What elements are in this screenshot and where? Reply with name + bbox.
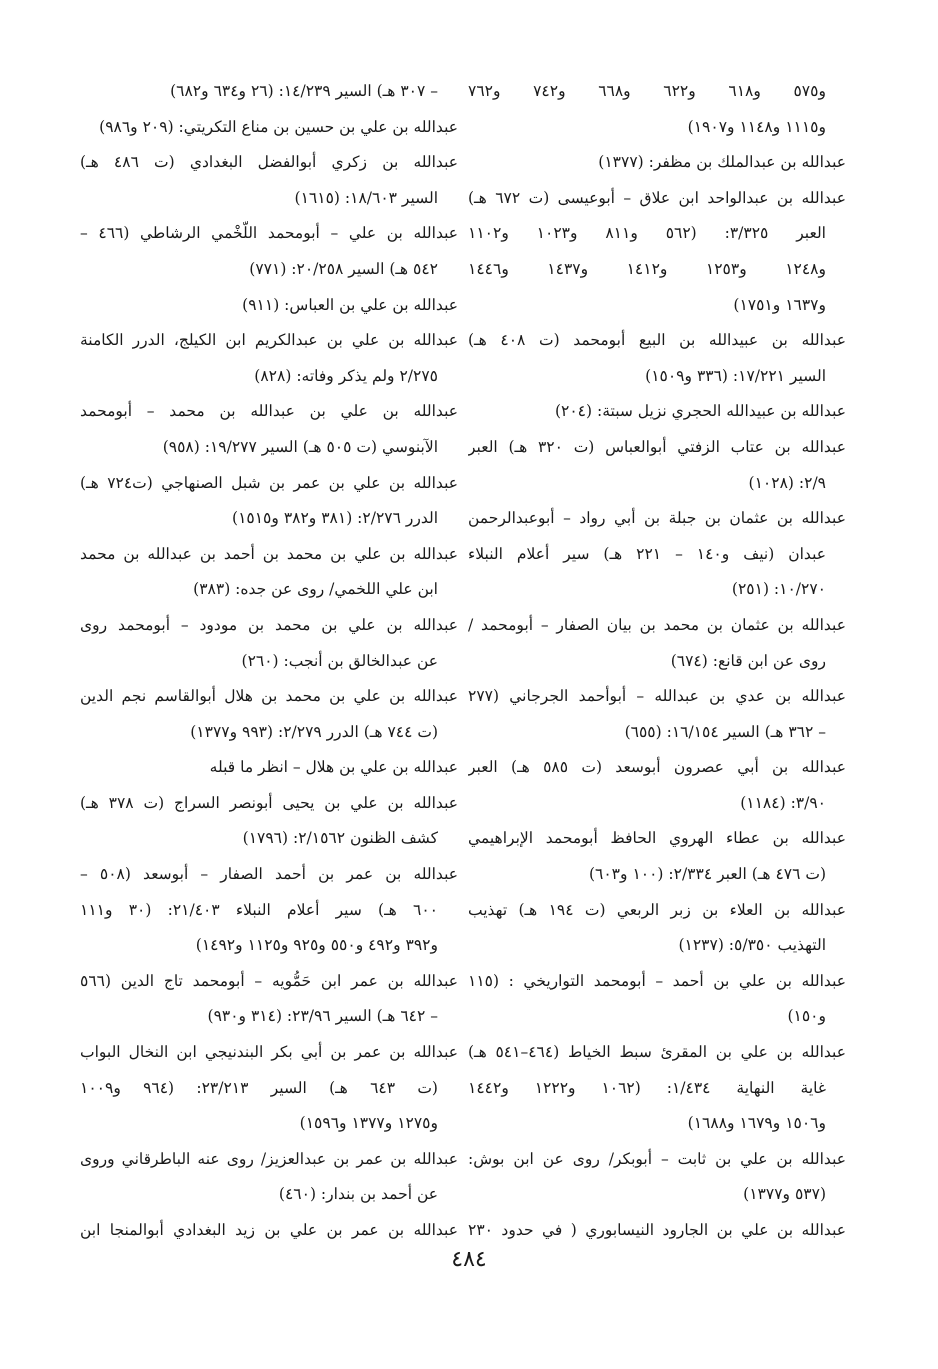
index-entry-line: عبدالله بن علي بن حسين بن مناع التكريتي: (٢٠٩ و٩٨٦) xyxy=(99,117,458,136)
index-entry-line: عبدالله بن عبدالواحد ابن علاق – أبوعيسى (ت ٦٧٢ هـ) xyxy=(468,188,846,207)
index-entry-line: و١٥٠) xyxy=(787,1007,826,1026)
index-entry-line: غاية النهاية ١/٤٣٤: (١٠٦٢ و١٢٢٢ و١٤٤٢ xyxy=(468,1078,826,1097)
index-entry-line: عبدالله بن عدي بن عبدالله – أبوأحمد الجرجاني (٢٧٧ xyxy=(468,687,846,706)
index-entry-line: روى عن ابن قانع: (٦٧٤) xyxy=(670,651,826,670)
index-entry-line: عن أحمد بن بندار: (٤٦٠) xyxy=(278,1185,438,1204)
index-entry-line: عبدالله بن علي بن العباس: (٩١١) xyxy=(242,295,458,314)
index-entry-line: (ت ٤٧٦ هـ) العبر ٢/٣٣٤: (١٠٠ و٦٠٣) xyxy=(588,865,826,884)
index-entry-line: و١٢٧٥ و١٣٧٧ و١٥٩٦) xyxy=(299,1114,438,1133)
index-entry-line: (٥٣٧ و١٣٧٧) xyxy=(743,1185,826,1204)
index-entry-line: ٦٠٠ هـ) سير أعلام النبلاء ٢١/٤٠٣: (٣٠ و١١١ xyxy=(80,900,439,919)
index-entry-line: عبدالله بن علي بن محمد بن أحمد بن عبدالله بن محمد xyxy=(80,544,458,563)
index-entry-line: عبدالله بن علي بن عبدالله بن محمد – أبومحمد xyxy=(80,402,458,421)
index-entry-line: (ت ٦٤٣ هـ) السير ٢٣/٢١٣: (٩٦٤ و١٠٠٩ xyxy=(80,1078,438,1097)
index-entry-line: – ٣٦٢ هـ) السير ١٦/١٥٤: (٦٥٥) xyxy=(624,722,826,741)
index-entry-line: عبدالله بن عمر بن أحمد الصفار – أبوسعد (٥٠٨ – xyxy=(80,865,458,884)
index-entry-line: عبدالله بن علي بن هلال – انظر ما قبله xyxy=(209,758,458,777)
index-entry-line: عبدالله بن عتاب الزفتي أبوالعباس (ت ٣٢٠ هـ) العبر xyxy=(468,437,846,456)
index-entry-line: عبدالله بن علي بن الجارود النيسابوري ( في حدود ٢٣٠ xyxy=(468,1221,846,1239)
index-entry-line: – ٣٠٧ هـ) السير ١٤/٢٣٩: (٢٦ و٦٣٤ و٦٨٢) xyxy=(170,82,438,100)
index-entry-line: عبدالله بن أبي عصرون أبوسعد (ت ٥٨٥ هـ) العبر xyxy=(468,758,846,777)
index-entry-line: ٥٤٢ هـ) السير ٢٠/٢٥٨: (٧٧١) xyxy=(249,259,438,278)
index-entry-line: و٣٩٢ و٤٩٢ و٥٥٠ و٩٢٥ و١١٢٥ و١٤٩٢) xyxy=(195,936,438,955)
index-entry-line: ١٠/٢٧٠: (٢٥١) xyxy=(731,580,826,599)
index-entry-line: و١١١٥ و١١٤٨ و١٩٠٧) xyxy=(687,117,826,136)
index-entry-line: (ت ٧٤٤ هـ) الدرر ٢/٢٧٩: (٩٩٣ و١٣٧٧) xyxy=(190,722,438,741)
index-entry-line: عبدالله بن العلاء بن زبر الربعي (ت ١٩٤ هـ) تهذيب xyxy=(468,900,846,919)
index-entry-line: التهذيب ٥/٣٥٠: (١٢٣٧) xyxy=(678,936,826,955)
index-entry-line: عبدالله بن علي بن ثابت – أبوبكر/ روى عن ابن بوش: xyxy=(468,1149,846,1168)
index-entry-line: عبدالله بن عبدالملك بن مظفر: (١٣٧٧) xyxy=(598,153,846,172)
index-entry-line: ابن علي اللخمي/ روى عن جده: (٣٨٣) xyxy=(193,580,438,599)
index-entry-line: ٢/٢٧٥ ولم يذكر وفاته: (٨٢٨) xyxy=(254,366,438,385)
index-entry-line: عبدالله بن علي بن محمد بن هلال أبوالقاسم نجم الدين xyxy=(80,687,458,706)
index-entry-line: عبدالله بن علي بن المقرئ سبط الخياط (٤٦٤–٥٤١ هـ) xyxy=(468,1043,846,1062)
index-entry-line: عن عبدالخالق بن أنجب: (٢٦٠) xyxy=(241,651,438,670)
index-entry-line: و٥٧٥ و٦١٨ و٦٢٢ و٦٦٨ و٧٤٢ و٧٦٢ xyxy=(468,82,826,100)
index-entry-line: عبدالله بن عطاء الهروي الحافظ أبومحمد الإبراهيمي xyxy=(468,829,846,848)
index-entry-line: عبدالله بن عمر بن علي بن زيد البغدادي أبوالمنجا ابن xyxy=(80,1221,458,1239)
index-entry-line: و١٢٤٨ و١٢٥٣ و١٤١٢ و١٤٣٧ و١٤٤٦ xyxy=(468,259,826,278)
index-entry-line: عبدالله بن علي بن يحيى أبونصر السراج (ت ٣٧٨ هـ) xyxy=(80,793,458,812)
index-entry-line: السير ١٧/٢٢١: (٣٣٦ و١٥٠٩) xyxy=(645,366,826,385)
index-entry-line: عبدالله بن علي – أبومحمد اللّخْمي الرشاطي (٤٦٦ – xyxy=(80,224,458,243)
index-entry-line: عبدالله بن عثمان بن جبلة بن أبي رواد – أبوعبدالرحمن xyxy=(468,509,846,528)
index-entry-line: عبدالله بن علي بن عبدالكريم ابن الكيلج، الدرر الكامنة xyxy=(80,331,458,350)
index-entry-line: عبدالله بن علي بن محمد بن مودود – أبومحمد روى xyxy=(80,615,458,634)
index-entry-line: – ٦٤٢ هـ) السير ٢٣/٩٦: (٣١٤ و٩٣٠) xyxy=(207,1007,438,1026)
index-entry-line: عبدالله بن عبيدالله الحجري نزيل سبتة: (٢٠٤) xyxy=(554,402,846,421)
index-entry-line: العبر ٣/٣٢٥: (٥٦٢ و٨١١ و١٠٢٣ و١١٠٢ xyxy=(468,224,826,243)
index-entry-line: و١٥٠٦ و١٦٧٩ و١٦٨٨) xyxy=(687,1114,826,1133)
index-entry-line: السير ١٨/٦٠٣: (١٦١٥) xyxy=(294,188,438,207)
index-entry-line: عبدالله بن عمر بن عبدالعزيز/ روى عنه الباطرقاني وروى xyxy=(80,1149,458,1168)
index-entry-line: عبدالله بن عبيدالله بن البيع أبومحمد (ت ٤٠٨ هـ) xyxy=(468,331,846,350)
index-entry-line: الآبنوسي (ت ٥٠٥ هـ) السير ١٩/٢٧٧: (٩٥٨) xyxy=(162,437,438,456)
index-column-left xyxy=(80,74,458,1249)
index-entry-line: و١٦٣٧ و١٧٥١) xyxy=(733,295,826,314)
index-entry-line: ٢/٩: (١٠٢٨) xyxy=(748,473,826,492)
index-entry-line: عبدالله بن عمر ابن حَمُّويه – أبومحمد تاج الدين (٥٦٦ xyxy=(80,971,458,990)
index-entry-line: عبدالله بن زكري أبوالفضل البغدادي (ت ٤٨٦ هـ) xyxy=(80,153,458,172)
index-entry-line: عبدان (نيف و١٤٠ – ٢٢١ هـ) سير أعلام النبلاء xyxy=(468,544,826,563)
index-entry-line: ٣/٩٠: (١١٨٤) xyxy=(740,793,826,812)
index-entry-line: عبدالله بن عمر بن أبي بكر البندنيجي ابن النخال البواب xyxy=(80,1043,458,1062)
index-entry-line: كشف الظنون ٢/١٥٦٢: (١٧٩٦) xyxy=(242,829,438,848)
index-entry-line: عبدالله بن عثمان بن محمد بن بيان الصفار – أبومحمد / xyxy=(468,615,846,634)
index-column-right xyxy=(468,74,846,1249)
index-entry-line: عبدالله بن علي بن عمر بن شبل الصنهاجي (ت٧٢٤ هـ) xyxy=(80,473,458,492)
page-number: ٤٨٤ xyxy=(451,1247,487,1272)
index-entry-line: الدرر ٢/٢٧٦: (٣٨١ و٣٨٢ و١٥١٥) xyxy=(232,509,438,528)
index-entry-line: عبدالله بن علي بن أحمد – أبومحمد التواريخي : (١١٥ xyxy=(468,971,846,990)
